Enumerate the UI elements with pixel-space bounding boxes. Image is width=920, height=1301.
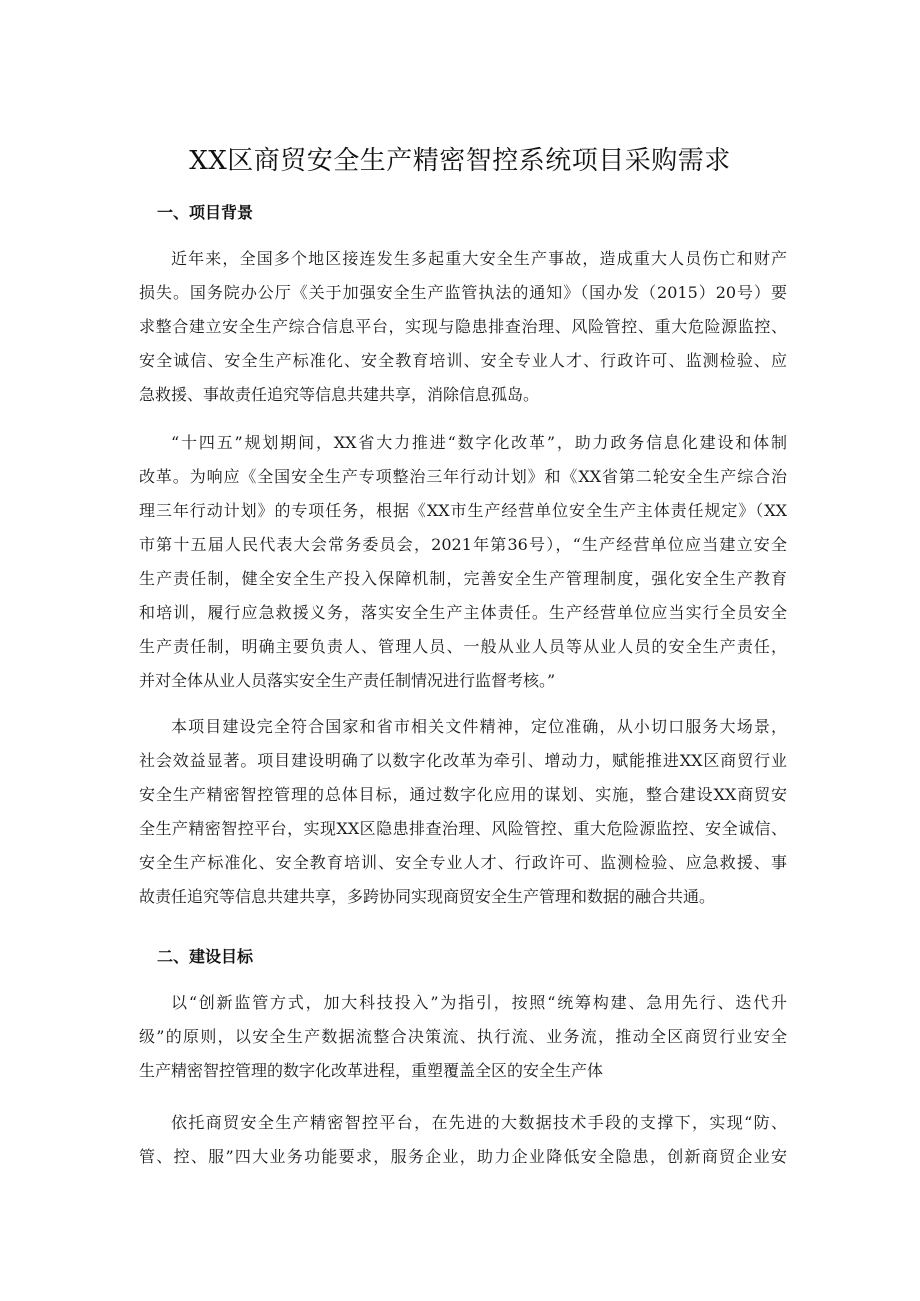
paragraph-line: 生产责任制，健全安全生产投入保障机制，完善安全生产管理制度，强化安全生产教育 xyxy=(139,569,787,588)
paragraph-background-3 xyxy=(139,710,787,914)
paragraph-line: 和培训，履行应急救援义务，落实安全生产主体责任。生产经营单位应当实行全员安全 xyxy=(139,603,787,622)
paragraph-line: 理三年行动计划》的专项任务，根据《XX市生产经营单位安全生产主体责任规定》（XX xyxy=(139,501,787,520)
paragraph-line: 急救援、事故责任追究等信息共建共享，消除信息孤岛。 xyxy=(139,385,540,404)
paragraph-line: 近年来，全国多个地区接连发生多起重大安全生产事故，造成重大人员伤亡和财产 xyxy=(171,249,787,268)
section-heading-goals: 二、建设目标 xyxy=(157,947,254,966)
document-title: XX区商贸安全生产精密智控系统项目采购需求 xyxy=(189,146,731,176)
paragraph-goals-1 xyxy=(139,986,787,1088)
paragraph-line: 故责任追究等信息共建共享，多跨协同实现商贸安全生产管理和数据的融合共通。 xyxy=(139,887,716,906)
paragraph-line: 全生产精密智控平台，实现XX区隐患排查治理、风险管控、重大危险源监控、安全诚信、 xyxy=(139,819,787,838)
paragraph-line: 本项目建设完全符合国家和省市相关文件精神，定位准确，从小切口服务大场景， xyxy=(171,717,787,736)
paragraph-line: 安全生产精密智控管理的总体目标，通过数字化应用的谋划、实施，整合建设XX商贸安 xyxy=(139,785,787,804)
paragraph-line: 损失。国务院办公厅《关于加强安全生产监管执法的通知》（国办发（2015）20号）要 xyxy=(139,283,787,302)
paragraph-line: 并对全体从业人员落实安全生产责任制情况进行监督考核。” xyxy=(139,671,556,690)
paragraph-line: 改革。为响应《全国安全生产专项整治三年行动计划》和《XX省第二轮安全生产综合治 xyxy=(139,467,787,486)
paragraph-goals-2 xyxy=(139,1106,787,1174)
paragraph-line: 级”的原则，以安全生产数据流整合决策流、执行流、业务流，推动全区商贸行业安全 xyxy=(139,1027,787,1046)
section-heading-background: 一、项目背景 xyxy=(157,203,254,222)
paragraph-line: 以“创新监管方式，加大科技投入”为指引，按照“统筹构建、急用先行、迭代升 xyxy=(171,993,787,1012)
paragraph-line: 生产精密智控管理的数字化改革进程，重塑覆盖全区的安全生产体 xyxy=(139,1061,604,1080)
paragraph-line: 市第十五届人民代表大会常务委员会，2021年第36号），“生产经营单位应当建立安全 xyxy=(139,535,787,554)
paragraph-background-2 xyxy=(139,426,787,698)
paragraph-line: “十四五”规划期间，XX省大力推进“数字化改革”，助力政务信息化建设和体制 xyxy=(171,433,787,452)
paragraph-line: 生产责任制，明确主要负责人、管理人员、一般从业人员等从业人员的安全生产责任， xyxy=(139,637,787,656)
paragraph-line: 管、控、服”四大业务功能要求，服务企业，助力企业降低安全隐患，创新商贸企业安 xyxy=(139,1147,787,1166)
paragraph-background-1 xyxy=(139,242,787,412)
paragraph-line: 社会效益显著。项目建设明确了以数字化改革为牵引、增动力，赋能推进XX区商贸行业 xyxy=(139,751,787,770)
paragraph-line: 安全诚信、安全生产标准化、安全教育培训、安全专业人才、行政许可、监测检验、应 xyxy=(139,351,787,370)
paragraph-line: 安全生产标准化、安全教育培训、安全专业人才、行政许可、监测检验、应急救援、事 xyxy=(139,853,787,872)
paragraph-line: 求整合建立安全生产综合信息平台，实现与隐患排查治理、风险管控、重大危险源监控、 xyxy=(139,317,787,336)
paragraph-line: 依托商贸安全生产精密智控平台，在先进的大数据技术手段的支撑下，实现“防、 xyxy=(171,1113,787,1132)
